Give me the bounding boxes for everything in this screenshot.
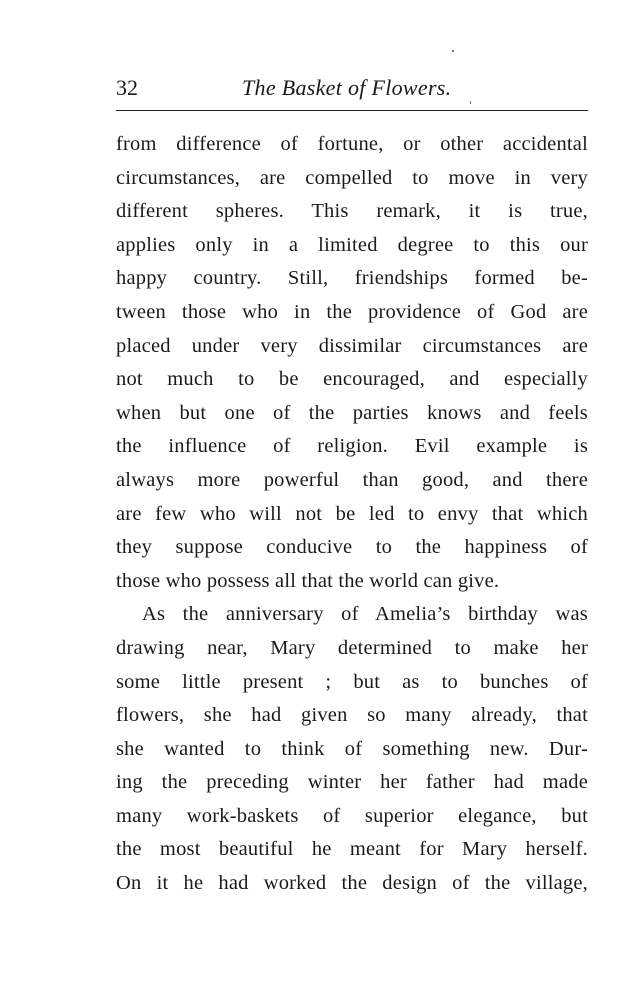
text-line: As the anniversary of Amelia’s birthday was [142, 603, 588, 626]
text-line: On it he had worked the design of the village, [116, 872, 588, 895]
text-line: drawing near, Mary determined to make her [116, 636, 588, 659]
text-line: different spheres. This remark, it is true, [116, 200, 588, 223]
text-line: when but one of the parties knows and feels [116, 401, 588, 424]
text-line: flowers, she had given so many already, that [116, 704, 588, 727]
header-rule [116, 110, 588, 111]
text-line: always more powerful than good, and there [116, 468, 588, 491]
text-line: those who possess all that the world can give. [116, 569, 500, 592]
print-speck [470, 101, 471, 104]
running-title: The Basket of Flowers. [242, 75, 452, 100]
running-head [116, 74, 588, 106]
paragraph-2 [116, 598, 588, 900]
text-line: applies only in a limited degree to this our [116, 233, 588, 256]
paragraph-1 [116, 128, 588, 598]
text-line: some little present ; but as to bunches of [116, 670, 588, 693]
text-line: placed under very dissimilar circumstances are [116, 334, 588, 357]
text-line: happy country. Still, friendships formed be- [116, 267, 588, 290]
text-line: ing the preceding winter her father had made [116, 771, 588, 794]
text-line: tween those who in the providence of God are [116, 300, 588, 323]
page-number: 32 [116, 75, 138, 100]
body-text [116, 128, 588, 901]
text-line: she wanted to think of something new. Dur- [116, 737, 588, 760]
text-line: not much to be encouraged, and especially [116, 368, 588, 391]
text-line: they suppose conducive to the happiness of [116, 536, 588, 559]
text-line: the most beautiful he meant for Mary herself. [116, 838, 588, 861]
print-speck [452, 50, 454, 52]
text-line: the influence of religion. Evil example is [116, 435, 588, 458]
text-line: are few who will not be led to envy that which [116, 502, 588, 525]
text-line: many work-baskets of superior elegance, but [116, 804, 588, 827]
text-line: circumstances, are compelled to move in very [116, 166, 588, 189]
text-line: from difference of fortune, or other accidental [116, 133, 588, 155]
